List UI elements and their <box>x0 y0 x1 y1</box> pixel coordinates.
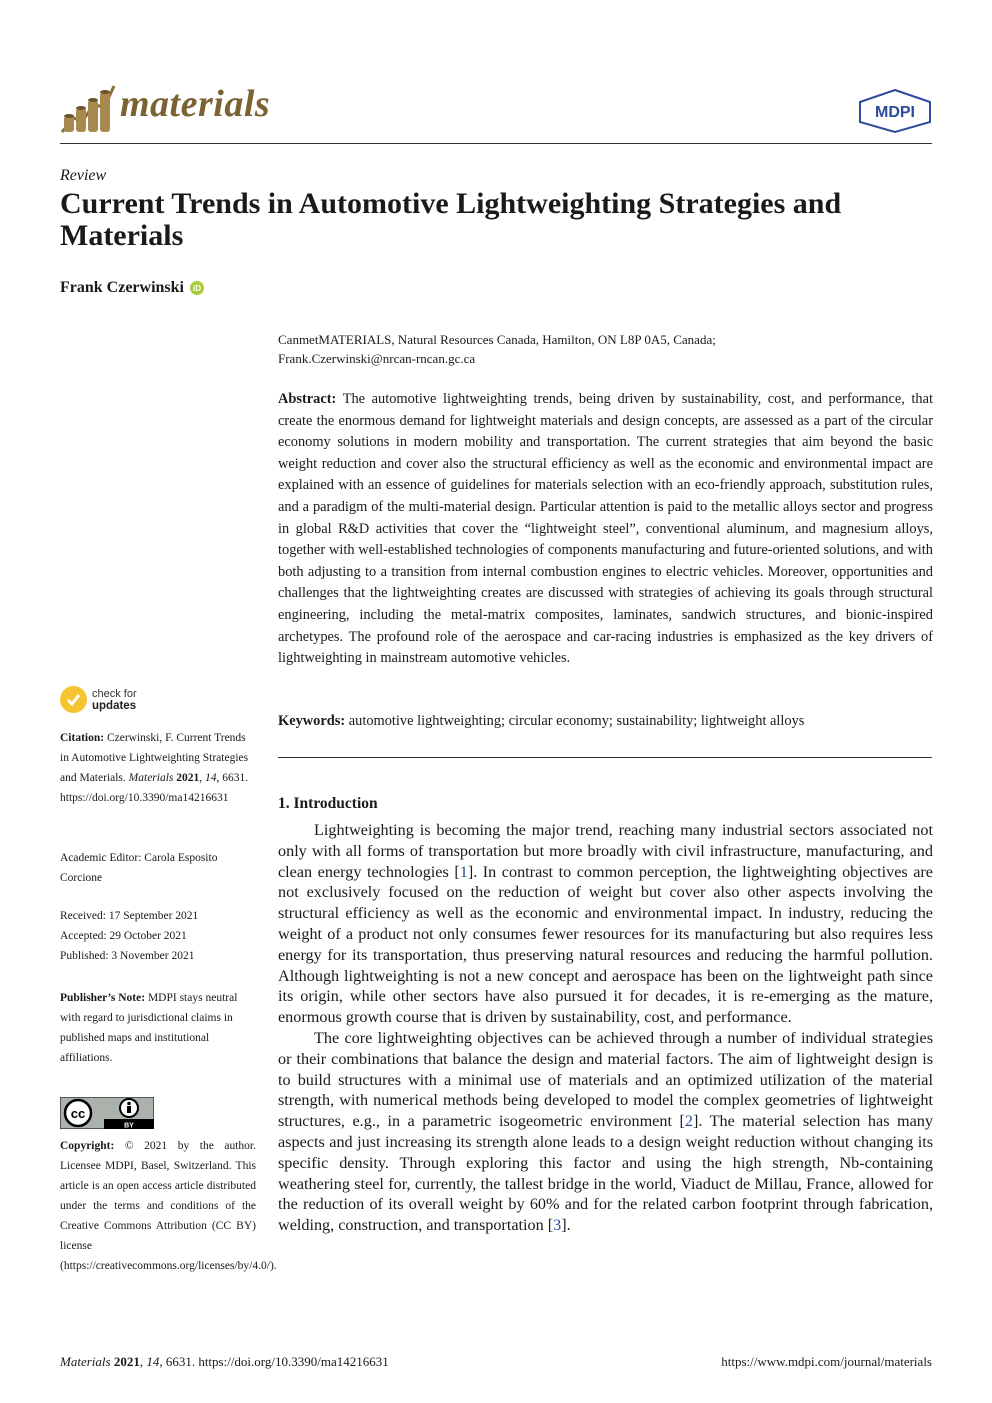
reference-link[interactable]: 2 <box>684 1112 693 1131</box>
reference-link[interactable]: 1 <box>459 862 468 881</box>
cc-by-license-icon[interactable] <box>60 1097 154 1129</box>
mdpi-logo-icon <box>858 88 932 134</box>
citation-block: Citation: Czerwinski, F. Current Trends in Automotive Lightweighting Strategies and Materials. Materials 2021, 14, 6631. https://doi.org/10.3390/ma14216631 <box>60 732 249 804</box>
academic-editor: Academic Editor: Carola Esposito Corcione <box>60 852 218 884</box>
article-type: Review <box>60 167 107 184</box>
check-for-updates-badge[interactable] <box>60 686 137 713</box>
svg-text:BY: BY <box>124 1122 134 1129</box>
check-updates-text: check for updates <box>92 687 137 712</box>
section-heading-introduction: 1. Introduction <box>278 795 378 812</box>
abstract-text: The automotive lightweighting trends, being driven by sustainability, cost, and performance, that create the enormous demand for lightweight materials and design concepts, are assessed as a part of the circular economy solutions in modern mobility and transportation. The current strategies that aim beyond the basic weight reduction and cover also the structural efficiency as well as the economic and environmental impact are explained with an essence of guidelines for materials selection with an eco-friendly approach, substitution rules, and a paradigm of the multi-material design. Particular attention is paid to the metallic alloys sector and progress in global R&D activities that cover the “lightweight steel”, conventional aluminum, and magnesium alloys, together with well-established technologies of components manufacturing and future-oriented solutions, and with both adjusting to a transition from internal combustion engines to electric vehicles. Moreover, opportunities and challenges that the lightweighting creates are discussed with strategies of achieving its goals through structural engineering, including the metal-matrix composites, laminates, sandwich structures, and bionic-inspired archetypes. The profound role of the aerospace and car-racing industries is emphasized as the key drivers of lightweighting in mainstream automotive vehicles. <box>278 391 933 667</box>
affiliation <box>278 330 933 368</box>
keywords-label: Keywords: <box>278 713 346 729</box>
footer-journal-url[interactable]: https://www.mdpi.com/journal/materials <box>721 1354 932 1369</box>
header-divider <box>60 143 932 144</box>
abstract-label: Abstract: <box>278 391 337 407</box>
journal-logo-icon <box>60 78 116 134</box>
paragraph: Lightweighting is becoming the major trend, reaching many industrial sectors associated not only with all forms of transportation but more broadly with civil infrastructure, manufacturing, and clean energy technologies [1]. In contrast to common perception, the lightweighting objectives are not exclusively focused on the reduction of weight but cover also other aspects involving the structural efficiency as well as the economic and environmental impact. In industry, reducing the weight of a product not only consumes fewer resources for its manufacturing but also requires less energy for its transportation, thus preserving natural resources and reducing the harmful pollution. Although lightweighting is not a new concept and aerospace has been on the lightweight path since its origin, while other sectors have also pursued it for decades, it is re-emerging as the mature, enormous growth course that is driven by sustainability, cost, and performance. <box>278 821 933 1027</box>
journal-name: materials <box>120 83 271 125</box>
accepted-date: Accepted: 29 October 2021 <box>60 930 187 942</box>
paragraph: The core lightweighting objectives can be achieved through a number of individual strategies or their combinations that balance the design and material factors. The aim of lightweight design is to build structures with a minimal use of materials and an optimized utilization of the material strength, with numerical methods being developed to model the complex geometries of lightweight structures, e.g., in a parametric isogeometric environment [2]. The material selection has many aspects and just increasing its strength alone leads to a design weight reduction without changing its specific density. Through exploring this factor and using the high strength, Nb-containing weathering steel for, currently, the tallest bridge in the world, Viaduct de Millau, France, allowed for the reduction of its overall weight by 60% and for the related carbon footprint through fabrication, welding, construction, and transportation [3]. <box>278 1028 933 1235</box>
affiliation-address: CanmetMATERIALS, Natural Resources Canada, Hamilton, ON L8P 0A5, Canada; <box>278 332 716 347</box>
publishers-note: Publisher’s Note: MDPI stays neutral with regard to jurisdictional claims in published maps and institutional affiliations. <box>60 992 238 1064</box>
keywords-text: automotive lightweighting; circular economy; sustainability; lightweight alloys <box>348 713 805 729</box>
published-date: Published: 3 November 2021 <box>60 950 195 962</box>
mdpi-logo-text: MDPI <box>875 104 915 121</box>
introduction-body <box>278 820 933 1236</box>
check-icon <box>60 686 87 713</box>
section-divider <box>278 757 932 758</box>
abstract <box>278 389 933 670</box>
received-date: Received: 17 September 2021 <box>60 910 199 922</box>
page-footer <box>60 1354 932 1370</box>
author-row <box>60 279 204 297</box>
publication-dates <box>60 906 256 966</box>
svg-text:cc: cc <box>70 1106 86 1121</box>
reference-link[interactable]: 3 <box>553 1216 562 1235</box>
author-name[interactable]: Frank Czerwinski <box>60 279 184 296</box>
article-title: Current Trends in Automotive Lightweighting Strategies and Materials <box>60 187 842 252</box>
footer-citation: Materials 2021, 14, 6631. https://doi.org/10.3390/ma14216631 <box>60 1354 389 1369</box>
copyright-notice: Copyright: © 2021 by the author. Licensee MDPI, Basel, Switzerland. This article is an open access article distributed under the terms and conditions of the Creative Commons Attribution (CC BY) license (https://creativecommons.org/licenses/by/4.0/). <box>60 1140 277 1272</box>
affiliation-email[interactable]: Frank.Czerwinski@nrcan-rncan.gc.ca <box>278 351 476 366</box>
orcid-icon[interactable]: iD <box>190 281 204 295</box>
keywords <box>278 711 933 732</box>
